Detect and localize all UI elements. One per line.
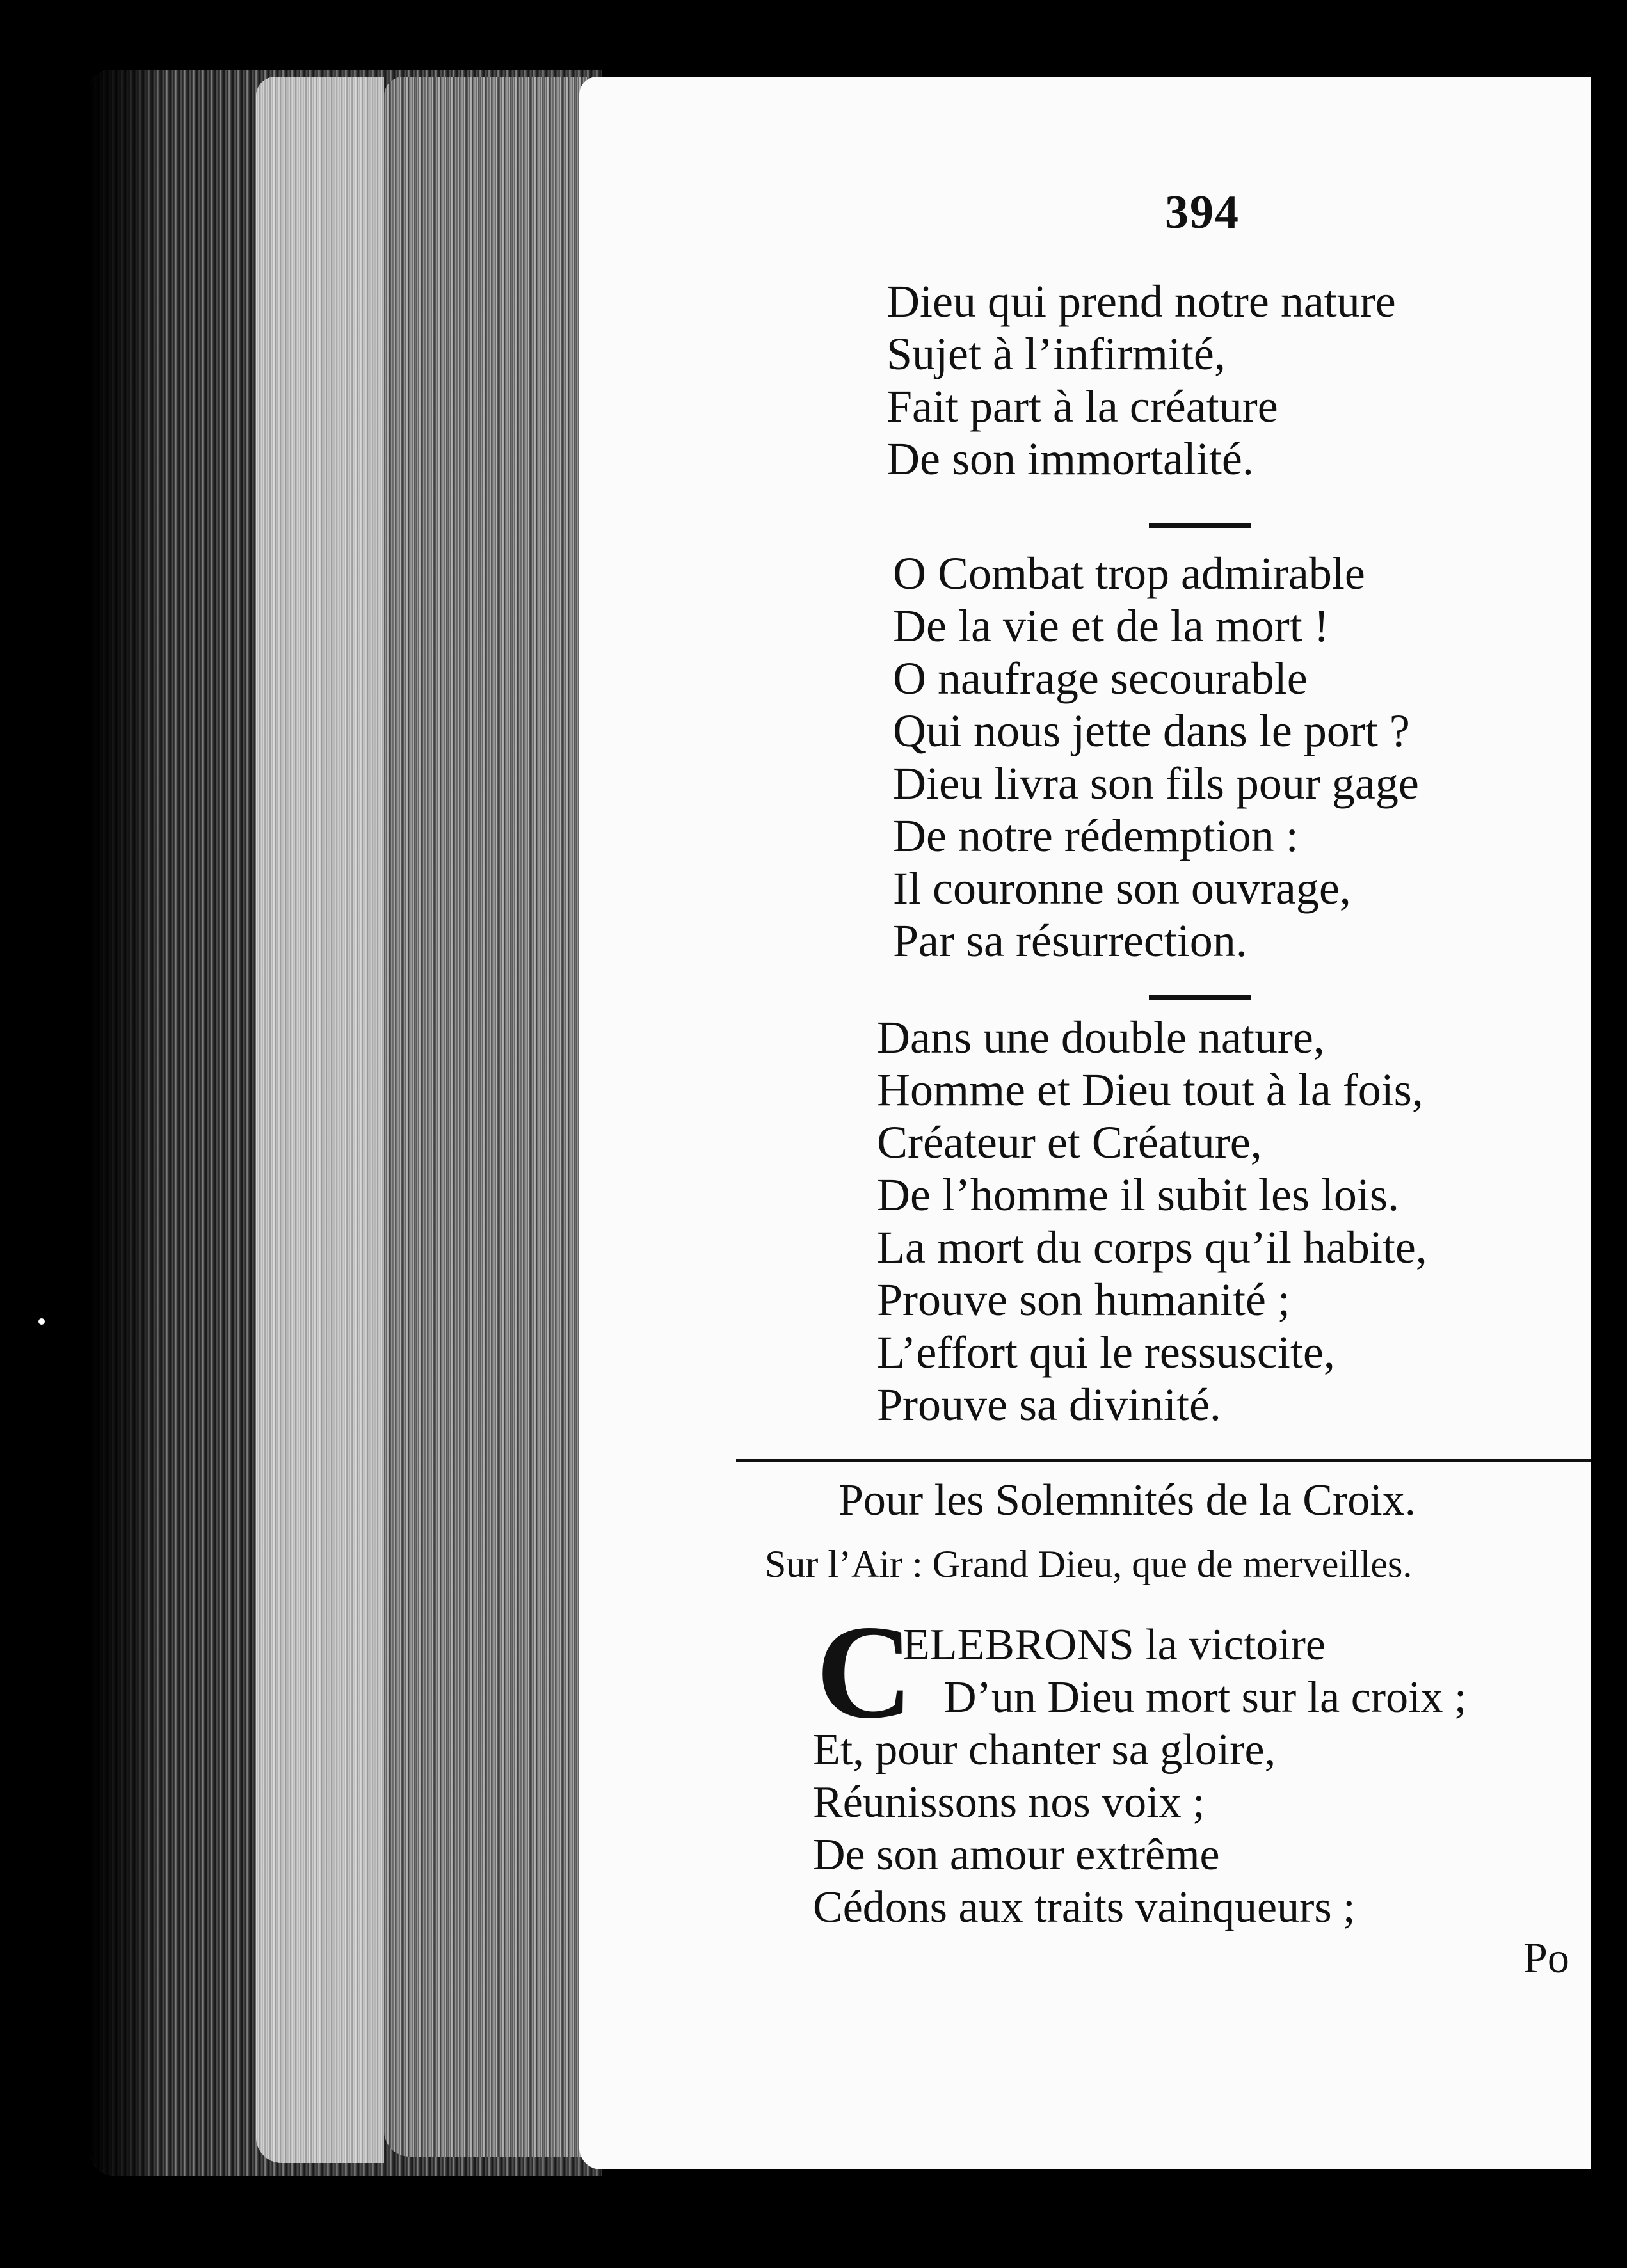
stanza-2	[893, 547, 1419, 967]
verse-line: Et, pour chanter sa gloire,	[813, 1725, 1276, 1775]
hymn-verse	[813, 1619, 1466, 1934]
verse-line: De son immortalité.	[886, 433, 1254, 484]
stanza-separator	[1149, 523, 1251, 528]
dust-speck	[38, 1318, 45, 1325]
verse-line: Par sa résurrection.	[893, 915, 1247, 966]
verse-line: La mort du corps qu’il habite,	[877, 1222, 1427, 1273]
hymn-title: Pour les Solemnités de la Croix.	[838, 1476, 1416, 1525]
section-rule	[736, 1459, 1591, 1462]
verse-line: De l’homme il subit les lois.	[877, 1169, 1399, 1220]
hymn-air: Sur l’Air : Grand Dieu, que de merveilles.	[765, 1543, 1413, 1585]
verse-line: Réunissons nos voix ;	[813, 1778, 1205, 1827]
verse-line: Créateur et Créature,	[877, 1117, 1262, 1168]
verse-line: Homme et Dieu tout à la fois,	[877, 1064, 1423, 1115]
verse-line: O naufrage secourable	[893, 653, 1308, 704]
verse-line: Fait part à la créature	[886, 381, 1278, 432]
catchword: Po	[1523, 1933, 1569, 1982]
verse-line: Prouve sa divinité.	[877, 1379, 1221, 1430]
verse-line: Qui nous jette dans le port ?	[893, 705, 1410, 756]
verse-line: ELEBRONS la victoire	[902, 1620, 1326, 1670]
page-number: 394	[1165, 186, 1240, 239]
verse-line: Dans une double nature,	[877, 1012, 1325, 1063]
page-block-edge-inner	[384, 77, 589, 2157]
verse-line: De son amour extrême	[813, 1830, 1220, 1880]
verse-line: Cédons aux traits vainqueurs ;	[813, 1883, 1356, 1932]
stanza-separator	[1149, 995, 1251, 1000]
stanza-3	[877, 1011, 1427, 1431]
verse-line: O Combat trop admirable	[893, 548, 1365, 599]
verse-line: Dieu qui prend notre nature	[886, 276, 1396, 327]
verse-line: Dieu livra son fils pour gage	[893, 758, 1419, 809]
page-block-edge-light	[256, 77, 384, 2163]
spine-shadow	[90, 70, 166, 2176]
verse-line: D’un Dieu mort sur la croix ;	[944, 1673, 1467, 1722]
verse-line: De notre rédemption :	[893, 810, 1299, 861]
stanza-1	[886, 275, 1396, 485]
verse-line: De la vie et de la mort !	[893, 600, 1329, 651]
verse-line: L’effort qui le ressuscite,	[877, 1327, 1335, 1378]
verse-line: Il couronne son ouvrage,	[893, 863, 1351, 914]
verse-line: Prouve son humanité ;	[877, 1274, 1290, 1325]
page-gutter	[1594, 77, 1605, 2169]
drop-cap: C	[816, 1598, 913, 1746]
verse-line: Sujet à l’infirmité,	[886, 328, 1226, 379]
